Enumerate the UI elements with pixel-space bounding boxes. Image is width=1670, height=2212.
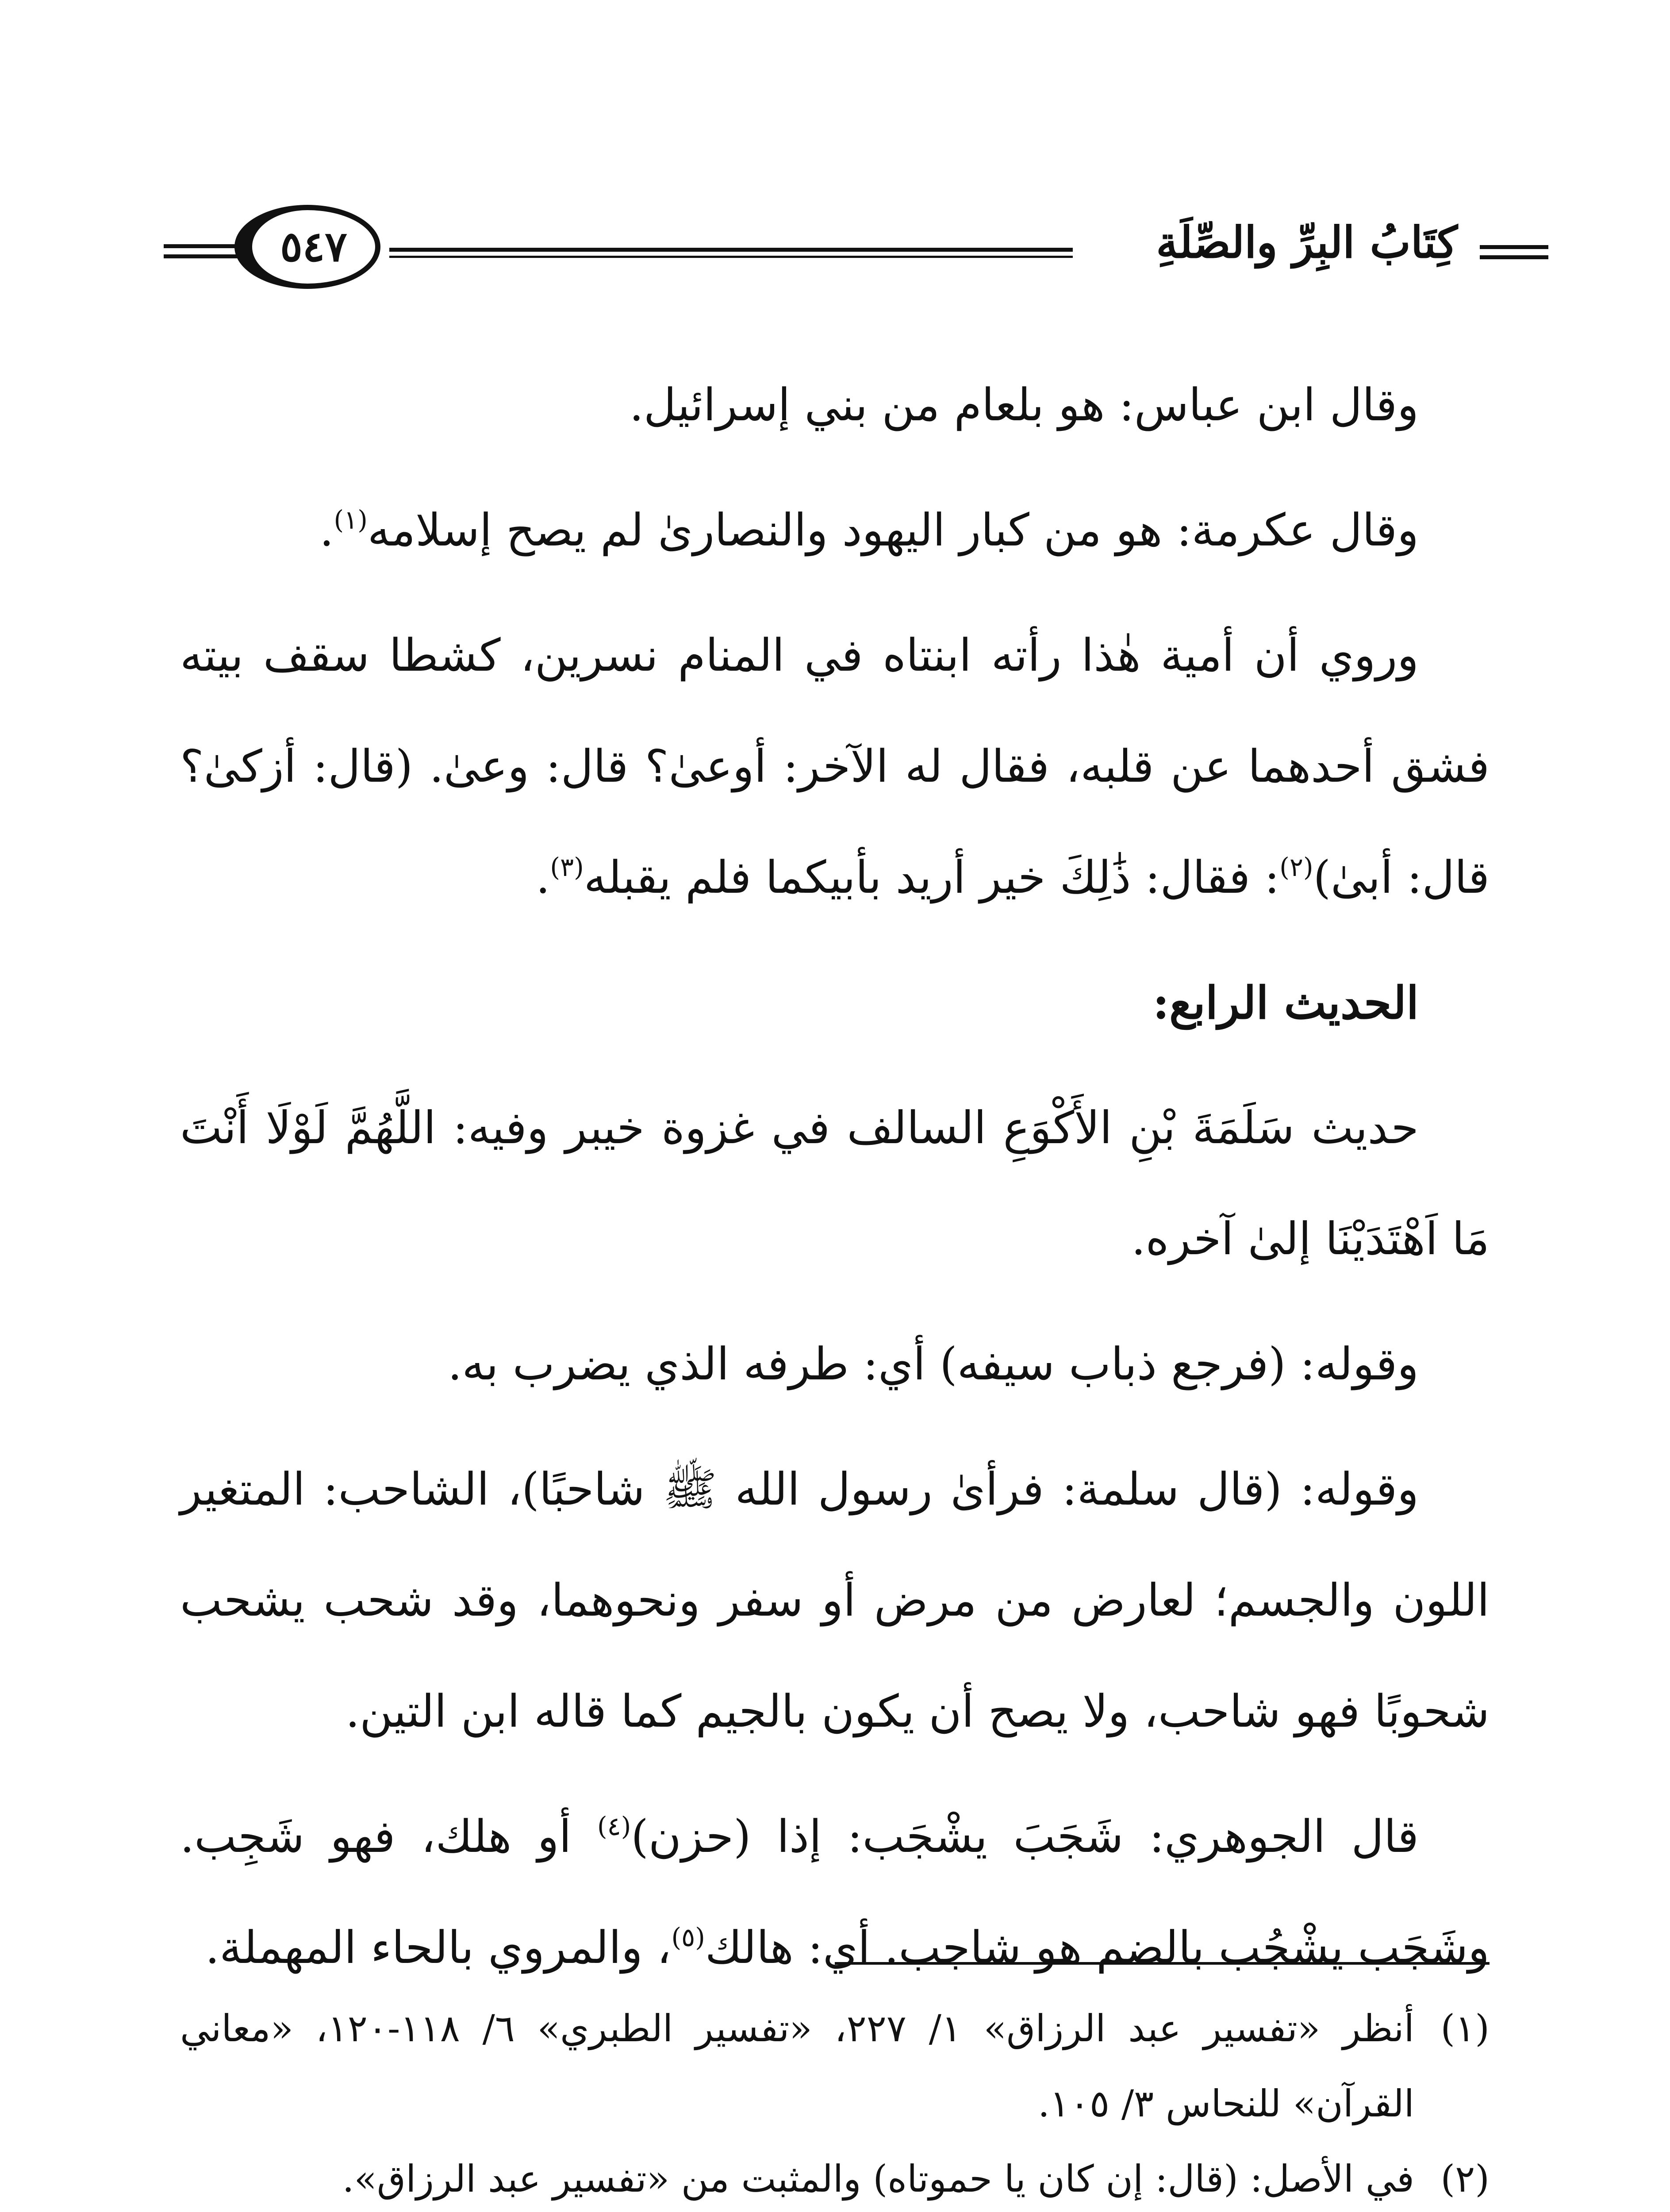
paragraph-text: . <box>536 851 550 903</box>
paragraph <box>180 349 1490 461</box>
footnote <box>180 2141 1490 2212</box>
footnote <box>180 1991 1490 2141</box>
footnote-ref[interactable]: (٣) <box>550 852 584 882</box>
paragraph <box>180 1309 1490 1420</box>
header-ornament-right <box>1480 245 1548 259</box>
section-heading: الحديث الرابع: <box>1152 976 1419 1029</box>
footnote-number: (٢) <box>1440 2157 1490 2200</box>
main-text <box>180 349 1490 2003</box>
paragraph-text: : فقال: ذَٰلِكَ خير أريد بأبيكما فلم يقبله <box>584 851 1280 903</box>
footnote-ref[interactable]: (٥) <box>671 1922 705 1952</box>
paragraph-text: وقال ابن عباس: هو بلعام من بني إسرائيل. <box>629 379 1419 431</box>
footnote-number: (١) <box>1440 2007 1490 2050</box>
paragraph-text: وقوله: (فرجع ذباب سيفه) أي: طرفه الذي يضرب به. <box>448 1338 1419 1390</box>
paragraph <box>180 1072 1490 1294</box>
footnote-separator <box>835 1962 1490 1965</box>
paragraph-text: حديث سَلَمَةَ بْنِ الأَكْوَعِ السالف في غزوة خيبر وفيه: اللَّهُمَّ لَوْلَا أَنْتَ مَا اَهْتَدَيْنَا إلىٰ آخره. <box>180 1102 1490 1265</box>
footnote-text: في الأصل: (قال: إن كان يا حموتاه) والمثبت من «تفسير عبد الرزاق». <box>342 2157 1414 2200</box>
paragraph-text: أو هلك، فهو شَجِب. وشَجَب يشْجُب بالضم هو شاجب. أي: هالك <box>180 1810 1490 1974</box>
footnote-ref[interactable]: (٢) <box>1279 852 1313 882</box>
paragraph <box>180 475 1490 586</box>
page-number-badge <box>234 205 380 289</box>
footnotes <box>180 1991 1490 2212</box>
paragraph <box>180 600 1490 933</box>
header-rule <box>389 248 1073 258</box>
running-header-title: كِتَابُ البِرِّ والصِّلَةِ <box>1156 217 1458 268</box>
paragraph-text: وقال عكرمة: هو من كبار اليهود والنصارىٰ لم يصح إسلامه <box>367 504 1419 556</box>
paragraph-text: . <box>319 504 334 556</box>
paragraph <box>180 1434 1490 1767</box>
paragraph-text: وروي أن أمية هٰذا رأته ابنتاه في المنام نسرين، كشطا سقف بيته فشق أحدهما عن قلبه، فقال له الآخر: أوعىٰ؟ قال: وعىٰ. (قال: أزكىٰ؟ قال: أبىٰ) <box>180 629 1490 903</box>
footnote-text: أنظر «تفسير عبد الرزاق» ١/ ٢٢٧، «تفسير الطبري» ٦/ ١١٨-١٢٠، «معاني القرآن» للنحاس ٣/ ١٠٥. <box>180 2007 1414 2125</box>
paragraph-text: وقوله: (قال سلمة: فرأىٰ رسول الله ﷺ شاحبًا)، الشاحب: المتغير اللون والجسم؛ لعارض من مرض أو سفر ونحوهما، وقد شحب يشحب شحوبًا فهو شاحب، ولا يصح أن يكون بالجيم كما قاله ابن التين. <box>180 1463 1490 1737</box>
paragraph <box>180 1781 1490 2003</box>
paragraph-text: قال الجوهري: شَجَبَ يشْجَب: إذا (حزن) <box>631 1810 1419 1863</box>
footnote-ref[interactable]: (١) <box>334 505 368 535</box>
paragraph-text: ، والمروي بالحاء المهملة. <box>205 1921 672 1974</box>
footnote-ref[interactable]: (٤) <box>597 1811 631 1841</box>
page-number: ٥٤٧ <box>280 223 347 271</box>
